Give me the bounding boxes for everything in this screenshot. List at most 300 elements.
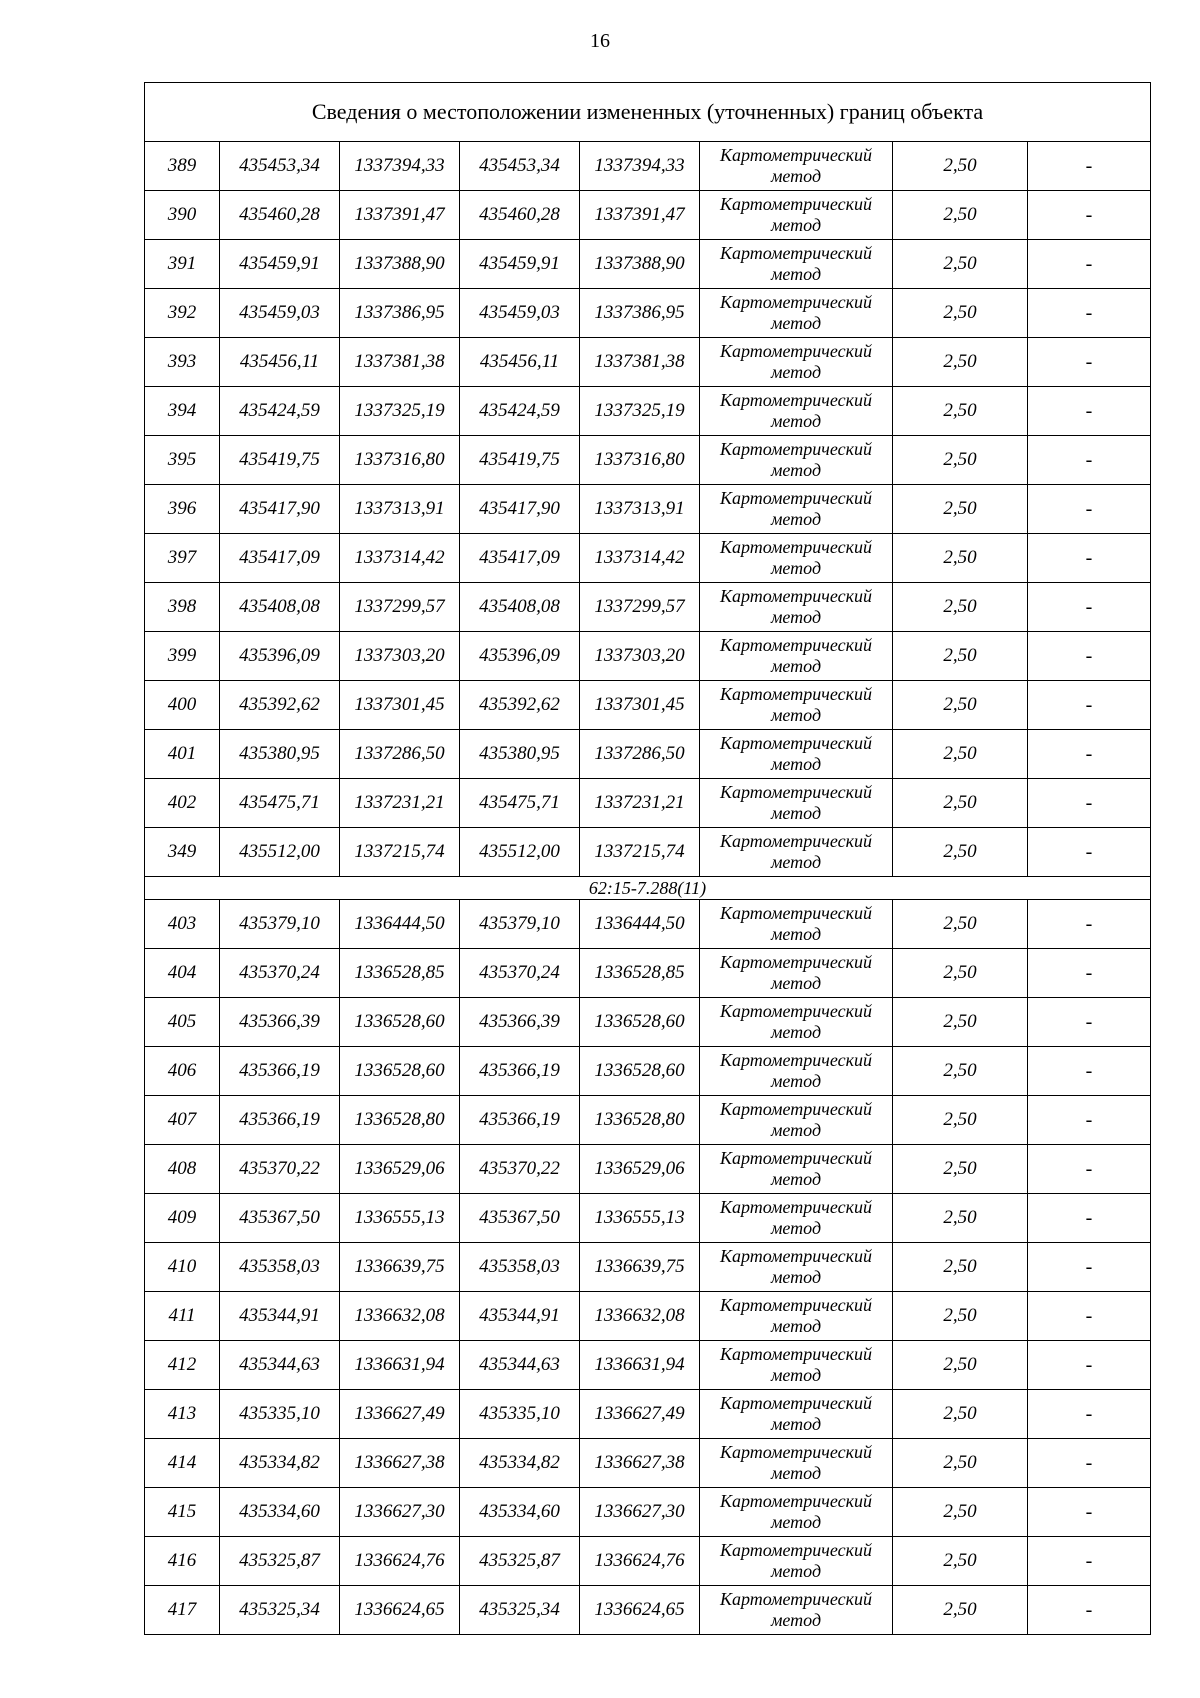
method-line-2: метод xyxy=(770,1316,822,1336)
existing-x-cell: 435335,10 xyxy=(220,1390,340,1439)
point-number-cell: 417 xyxy=(145,1586,220,1635)
method-line-1: Картометрический xyxy=(719,1589,872,1609)
method-cell xyxy=(700,900,893,949)
table-row xyxy=(145,681,1151,730)
method-cell xyxy=(700,338,893,387)
point-number-cell: 413 xyxy=(145,1390,220,1439)
method-line-1: Картометрический xyxy=(719,488,872,508)
existing-y-cell: 1337303,20 xyxy=(340,632,460,681)
method-cell xyxy=(700,142,893,191)
existing-y-cell: 1336639,75 xyxy=(340,1243,460,1292)
method-cell xyxy=(700,949,893,998)
existing-y-cell: 1337386,95 xyxy=(340,289,460,338)
accuracy-cell: 2,50 xyxy=(893,1096,1028,1145)
accuracy-cell: 2,50 xyxy=(893,387,1028,436)
note-cell: - xyxy=(1028,998,1151,1047)
table-row xyxy=(145,534,1151,583)
table-row xyxy=(145,485,1151,534)
method-cell xyxy=(700,1292,893,1341)
existing-x-cell: 435459,03 xyxy=(220,289,340,338)
note-cell: - xyxy=(1028,1488,1151,1537)
method-cell xyxy=(700,998,893,1047)
refined-x-cell: 435370,22 xyxy=(460,1145,580,1194)
method-line-2: метод xyxy=(770,1218,822,1238)
existing-x-cell: 435370,24 xyxy=(220,949,340,998)
point-number-cell: 349 xyxy=(145,828,220,877)
refined-y-cell: 1336627,38 xyxy=(580,1439,700,1488)
method-cell xyxy=(700,632,893,681)
refined-x-cell: 435512,00 xyxy=(460,828,580,877)
existing-x-cell: 435396,09 xyxy=(220,632,340,681)
refined-y-cell: 1337313,91 xyxy=(580,485,700,534)
method-line-2: метод xyxy=(770,803,822,823)
table-row xyxy=(145,436,1151,485)
method-line-1: Картометрический xyxy=(719,1393,872,1413)
existing-y-cell: 1336529,06 xyxy=(340,1145,460,1194)
accuracy-cell: 2,50 xyxy=(893,900,1028,949)
refined-x-cell: 435334,82 xyxy=(460,1439,580,1488)
note-cell: - xyxy=(1028,900,1151,949)
refined-y-cell: 1337215,74 xyxy=(580,828,700,877)
accuracy-cell: 2,50 xyxy=(893,1488,1028,1537)
point-number-cell: 392 xyxy=(145,289,220,338)
note-cell: - xyxy=(1028,1047,1151,1096)
method-line-2: метод xyxy=(770,705,822,725)
refined-x-cell: 435366,19 xyxy=(460,1047,580,1096)
point-number-cell: 395 xyxy=(145,436,220,485)
refined-y-cell: 1336632,08 xyxy=(580,1292,700,1341)
existing-x-cell: 435379,10 xyxy=(220,900,340,949)
method-line-2: метод xyxy=(770,509,822,529)
existing-x-cell: 435408,08 xyxy=(220,583,340,632)
method-line-1: Картометрический xyxy=(719,341,872,361)
method-cell xyxy=(700,1145,893,1194)
method-cell xyxy=(700,730,893,779)
method-cell xyxy=(700,240,893,289)
table-row xyxy=(145,1292,1151,1341)
table-row xyxy=(145,1096,1151,1145)
table-row xyxy=(145,1390,1151,1439)
accuracy-cell: 2,50 xyxy=(893,1292,1028,1341)
note-cell: - xyxy=(1028,142,1151,191)
accuracy-cell: 2,50 xyxy=(893,681,1028,730)
table-row xyxy=(145,583,1151,632)
method-cell xyxy=(700,436,893,485)
method-line-2: метод xyxy=(770,1561,822,1581)
refined-y-cell: 1337299,57 xyxy=(580,583,700,632)
method-line-1: Картометрический xyxy=(719,145,872,165)
method-line-2: метод xyxy=(770,215,822,235)
refined-x-cell: 435475,71 xyxy=(460,779,580,828)
refined-y-cell: 1336627,49 xyxy=(580,1390,700,1439)
method-line-2: метод xyxy=(770,1022,822,1042)
method-cell xyxy=(700,1586,893,1635)
existing-x-cell: 435512,00 xyxy=(220,828,340,877)
point-number-cell: 391 xyxy=(145,240,220,289)
existing-x-cell: 435325,34 xyxy=(220,1586,340,1635)
existing-x-cell: 435417,90 xyxy=(220,485,340,534)
method-cell xyxy=(700,1096,893,1145)
note-cell: - xyxy=(1028,779,1151,828)
refined-y-cell: 1337314,42 xyxy=(580,534,700,583)
existing-y-cell: 1336528,80 xyxy=(340,1096,460,1145)
method-line-1: Картометрический xyxy=(719,733,872,753)
table-row xyxy=(145,240,1151,289)
note-cell: - xyxy=(1028,240,1151,289)
table-row xyxy=(145,1439,1151,1488)
note-cell: - xyxy=(1028,1341,1151,1390)
note-cell: - xyxy=(1028,730,1151,779)
accuracy-cell: 2,50 xyxy=(893,1145,1028,1194)
accuracy-cell: 2,50 xyxy=(893,1537,1028,1586)
method-line-2: метод xyxy=(770,460,822,480)
note-cell: - xyxy=(1028,1586,1151,1635)
existing-x-cell: 435334,60 xyxy=(220,1488,340,1537)
refined-x-cell: 435417,09 xyxy=(460,534,580,583)
point-number-cell: 389 xyxy=(145,142,220,191)
accuracy-cell: 2,50 xyxy=(893,338,1028,387)
method-cell xyxy=(700,828,893,877)
accuracy-cell: 2,50 xyxy=(893,436,1028,485)
refined-x-cell: 435396,09 xyxy=(460,632,580,681)
note-cell: - xyxy=(1028,387,1151,436)
note-cell: - xyxy=(1028,191,1151,240)
refined-x-cell: 435459,03 xyxy=(460,289,580,338)
accuracy-cell: 2,50 xyxy=(893,1194,1028,1243)
refined-x-cell: 435366,19 xyxy=(460,1096,580,1145)
table-row xyxy=(145,730,1151,779)
point-number-cell: 399 xyxy=(145,632,220,681)
existing-x-cell: 435325,87 xyxy=(220,1537,340,1586)
method-cell xyxy=(700,534,893,583)
note-cell: - xyxy=(1028,1145,1151,1194)
point-number-cell: 398 xyxy=(145,583,220,632)
refined-y-cell: 1336528,60 xyxy=(580,1047,700,1096)
method-line-2: метод xyxy=(770,1071,822,1091)
table-row xyxy=(145,1586,1151,1635)
existing-y-cell: 1337314,42 xyxy=(340,534,460,583)
method-cell xyxy=(700,191,893,240)
method-line-2: метод xyxy=(770,362,822,382)
existing-x-cell: 435334,82 xyxy=(220,1439,340,1488)
existing-y-cell: 1336632,08 xyxy=(340,1292,460,1341)
method-line-1: Картометрический xyxy=(719,1050,872,1070)
existing-y-cell: 1337286,50 xyxy=(340,730,460,779)
table-body xyxy=(145,142,1151,1635)
refined-x-cell: 435460,28 xyxy=(460,191,580,240)
existing-x-cell: 435367,50 xyxy=(220,1194,340,1243)
method-line-1: Картометрический xyxy=(719,292,872,312)
method-line-2: метод xyxy=(770,1512,822,1532)
point-number-cell: 404 xyxy=(145,949,220,998)
accuracy-cell: 2,50 xyxy=(893,1341,1028,1390)
refined-y-cell: 1336631,94 xyxy=(580,1341,700,1390)
refined-x-cell: 435453,34 xyxy=(460,142,580,191)
existing-x-cell: 435417,09 xyxy=(220,534,340,583)
section-label: 62:15-7.288(11) xyxy=(145,877,1151,900)
method-cell xyxy=(700,779,893,828)
table-row xyxy=(145,387,1151,436)
method-cell xyxy=(700,1243,893,1292)
method-line-1: Картометрический xyxy=(719,1295,872,1315)
accuracy-cell: 2,50 xyxy=(893,534,1028,583)
table-row xyxy=(145,1488,1151,1537)
table-row xyxy=(145,998,1151,1047)
method-line-2: метод xyxy=(770,1463,822,1483)
method-line-1: Картометрический xyxy=(719,1246,872,1266)
page-number: 16 xyxy=(590,30,610,52)
method-line-1: Картометрический xyxy=(719,1442,872,1462)
table-row xyxy=(145,289,1151,338)
table-row xyxy=(145,1537,1151,1586)
note-cell: - xyxy=(1028,1194,1151,1243)
refined-y-cell: 1336639,75 xyxy=(580,1243,700,1292)
method-line-1: Картометрический xyxy=(719,243,872,263)
refined-y-cell: 1336528,85 xyxy=(580,949,700,998)
existing-y-cell: 1336528,60 xyxy=(340,998,460,1047)
refined-y-cell: 1337391,47 xyxy=(580,191,700,240)
method-line-1: Картометрический xyxy=(719,782,872,802)
accuracy-cell: 2,50 xyxy=(893,485,1028,534)
existing-y-cell: 1336528,60 xyxy=(340,1047,460,1096)
point-number-cell: 410 xyxy=(145,1243,220,1292)
point-number-cell: 393 xyxy=(145,338,220,387)
method-line-2: метод xyxy=(770,754,822,774)
existing-x-cell: 435459,91 xyxy=(220,240,340,289)
accuracy-cell: 2,50 xyxy=(893,142,1028,191)
existing-y-cell: 1337313,91 xyxy=(340,485,460,534)
note-cell: - xyxy=(1028,1096,1151,1145)
table-row xyxy=(145,1243,1151,1292)
refined-y-cell: 1337388,90 xyxy=(580,240,700,289)
accuracy-cell: 2,50 xyxy=(893,240,1028,289)
existing-y-cell: 1336528,85 xyxy=(340,949,460,998)
note-cell: - xyxy=(1028,289,1151,338)
method-cell xyxy=(700,485,893,534)
method-line-1: Картометрический xyxy=(719,439,872,459)
refined-y-cell: 1336528,60 xyxy=(580,998,700,1047)
refined-x-cell: 435392,62 xyxy=(460,681,580,730)
table-row xyxy=(145,1194,1151,1243)
point-number-cell: 408 xyxy=(145,1145,220,1194)
method-line-2: метод xyxy=(770,1169,822,1189)
existing-y-cell: 1336627,30 xyxy=(340,1488,460,1537)
table-title: Сведения о местоположении измененных (уточненных) границ объекта xyxy=(145,83,1151,142)
method-line-1: Картометрический xyxy=(719,831,872,851)
point-number-cell: 396 xyxy=(145,485,220,534)
method-cell xyxy=(700,1439,893,1488)
table-row xyxy=(145,779,1151,828)
refined-x-cell: 435456,11 xyxy=(460,338,580,387)
point-number-cell: 403 xyxy=(145,900,220,949)
note-cell: - xyxy=(1028,681,1151,730)
note-cell: - xyxy=(1028,338,1151,387)
method-line-2: метод xyxy=(770,973,822,993)
existing-y-cell: 1337301,45 xyxy=(340,681,460,730)
method-line-2: метод xyxy=(770,166,822,186)
method-cell xyxy=(700,1047,893,1096)
existing-x-cell: 435392,62 xyxy=(220,681,340,730)
point-number-cell: 405 xyxy=(145,998,220,1047)
method-line-1: Картометрический xyxy=(719,1491,872,1511)
accuracy-cell: 2,50 xyxy=(893,828,1028,877)
existing-x-cell: 435366,19 xyxy=(220,1047,340,1096)
method-line-1: Картометрический xyxy=(719,586,872,606)
method-cell xyxy=(700,289,893,338)
point-number-cell: 400 xyxy=(145,681,220,730)
refined-x-cell: 435370,24 xyxy=(460,949,580,998)
note-cell: - xyxy=(1028,485,1151,534)
refined-x-cell: 435459,91 xyxy=(460,240,580,289)
existing-y-cell: 1336627,49 xyxy=(340,1390,460,1439)
refined-y-cell: 1336555,13 xyxy=(580,1194,700,1243)
boundary-coordinates-table xyxy=(144,82,1151,1635)
method-line-2: метод xyxy=(770,264,822,284)
method-line-2: метод xyxy=(770,656,822,676)
refined-y-cell: 1337303,20 xyxy=(580,632,700,681)
existing-y-cell: 1336624,76 xyxy=(340,1537,460,1586)
existing-x-cell: 435366,39 xyxy=(220,998,340,1047)
method-line-2: метод xyxy=(770,558,822,578)
accuracy-cell: 2,50 xyxy=(893,779,1028,828)
accuracy-cell: 2,50 xyxy=(893,1243,1028,1292)
accuracy-cell: 2,50 xyxy=(893,632,1028,681)
existing-x-cell: 435380,95 xyxy=(220,730,340,779)
refined-x-cell: 435334,60 xyxy=(460,1488,580,1537)
table-row xyxy=(145,142,1151,191)
point-number-cell: 401 xyxy=(145,730,220,779)
method-line-2: метод xyxy=(770,607,822,627)
note-cell: - xyxy=(1028,1390,1151,1439)
existing-y-cell: 1336631,94 xyxy=(340,1341,460,1390)
method-cell xyxy=(700,387,893,436)
note-cell: - xyxy=(1028,949,1151,998)
existing-x-cell: 435460,28 xyxy=(220,191,340,240)
refined-y-cell: 1337316,80 xyxy=(580,436,700,485)
existing-y-cell: 1336624,65 xyxy=(340,1586,460,1635)
method-line-1: Картометрический xyxy=(719,635,872,655)
method-line-2: метод xyxy=(770,924,822,944)
refined-x-cell: 435344,63 xyxy=(460,1341,580,1390)
refined-y-cell: 1337386,95 xyxy=(580,289,700,338)
refined-x-cell: 435358,03 xyxy=(460,1243,580,1292)
method-line-1: Картометрический xyxy=(719,194,872,214)
existing-x-cell: 435358,03 xyxy=(220,1243,340,1292)
existing-x-cell: 435344,63 xyxy=(220,1341,340,1390)
accuracy-cell: 2,50 xyxy=(893,289,1028,338)
method-line-1: Картометрический xyxy=(719,1148,872,1168)
method-line-2: метод xyxy=(770,1365,822,1385)
point-number-cell: 390 xyxy=(145,191,220,240)
method-line-1: Картометрический xyxy=(719,390,872,410)
existing-y-cell: 1337381,38 xyxy=(340,338,460,387)
refined-y-cell: 1337231,21 xyxy=(580,779,700,828)
refined-x-cell: 435335,10 xyxy=(460,1390,580,1439)
existing-x-cell: 435453,34 xyxy=(220,142,340,191)
accuracy-cell: 2,50 xyxy=(893,998,1028,1047)
method-line-1: Картометрический xyxy=(719,1001,872,1021)
refined-x-cell: 435408,08 xyxy=(460,583,580,632)
method-line-1: Картометрический xyxy=(719,1197,872,1217)
accuracy-cell: 2,50 xyxy=(893,1586,1028,1635)
refined-y-cell: 1336627,30 xyxy=(580,1488,700,1537)
note-cell: - xyxy=(1028,1439,1151,1488)
existing-x-cell: 435456,11 xyxy=(220,338,340,387)
table-row xyxy=(145,1047,1151,1096)
section-row xyxy=(145,877,1151,900)
refined-x-cell: 435424,59 xyxy=(460,387,580,436)
method-cell xyxy=(700,1194,893,1243)
method-line-2: метод xyxy=(770,1267,822,1287)
existing-y-cell: 1337325,19 xyxy=(340,387,460,436)
refined-y-cell: 1336528,80 xyxy=(580,1096,700,1145)
existing-y-cell: 1336627,38 xyxy=(340,1439,460,1488)
point-number-cell: 412 xyxy=(145,1341,220,1390)
note-cell: - xyxy=(1028,436,1151,485)
existing-y-cell: 1336444,50 xyxy=(340,900,460,949)
refined-y-cell: 1337325,19 xyxy=(580,387,700,436)
refined-x-cell: 435344,91 xyxy=(460,1292,580,1341)
point-number-cell: 409 xyxy=(145,1194,220,1243)
existing-y-cell: 1337299,57 xyxy=(340,583,460,632)
accuracy-cell: 2,50 xyxy=(893,1047,1028,1096)
method-line-2: метод xyxy=(770,411,822,431)
existing-x-cell: 435370,22 xyxy=(220,1145,340,1194)
note-cell: - xyxy=(1028,828,1151,877)
refined-x-cell: 435325,87 xyxy=(460,1537,580,1586)
point-number-cell: 406 xyxy=(145,1047,220,1096)
method-line-1: Картометрический xyxy=(719,952,872,972)
method-line-1: Картометрический xyxy=(719,1540,872,1560)
refined-x-cell: 435417,90 xyxy=(460,485,580,534)
table-row xyxy=(145,949,1151,998)
method-line-2: метод xyxy=(770,852,822,872)
method-line-2: метод xyxy=(770,313,822,333)
accuracy-cell: 2,50 xyxy=(893,583,1028,632)
existing-x-cell: 435424,59 xyxy=(220,387,340,436)
point-number-cell: 402 xyxy=(145,779,220,828)
method-cell xyxy=(700,1341,893,1390)
note-cell: - xyxy=(1028,1243,1151,1292)
note-cell: - xyxy=(1028,534,1151,583)
refined-x-cell: 435380,95 xyxy=(460,730,580,779)
refined-y-cell: 1336529,06 xyxy=(580,1145,700,1194)
table-row xyxy=(145,1145,1151,1194)
existing-x-cell: 435344,91 xyxy=(220,1292,340,1341)
existing-x-cell: 435419,75 xyxy=(220,436,340,485)
method-line-1: Картометрический xyxy=(719,1344,872,1364)
existing-y-cell: 1337394,33 xyxy=(340,142,460,191)
refined-y-cell: 1336624,76 xyxy=(580,1537,700,1586)
refined-x-cell: 435367,50 xyxy=(460,1194,580,1243)
method-cell xyxy=(700,681,893,730)
point-number-cell: 411 xyxy=(145,1292,220,1341)
table-row xyxy=(145,900,1151,949)
existing-y-cell: 1337316,80 xyxy=(340,436,460,485)
method-line-2: метод xyxy=(770,1610,822,1630)
existing-x-cell: 435475,71 xyxy=(220,779,340,828)
table-row xyxy=(145,632,1151,681)
refined-x-cell: 435419,75 xyxy=(460,436,580,485)
method-cell xyxy=(700,1488,893,1537)
method-cell xyxy=(700,1537,893,1586)
method-cell xyxy=(700,1390,893,1439)
method-line-2: метод xyxy=(770,1414,822,1434)
existing-x-cell: 435366,19 xyxy=(220,1096,340,1145)
method-cell xyxy=(700,583,893,632)
method-line-2: метод xyxy=(770,1120,822,1140)
refined-y-cell: 1337381,38 xyxy=(580,338,700,387)
